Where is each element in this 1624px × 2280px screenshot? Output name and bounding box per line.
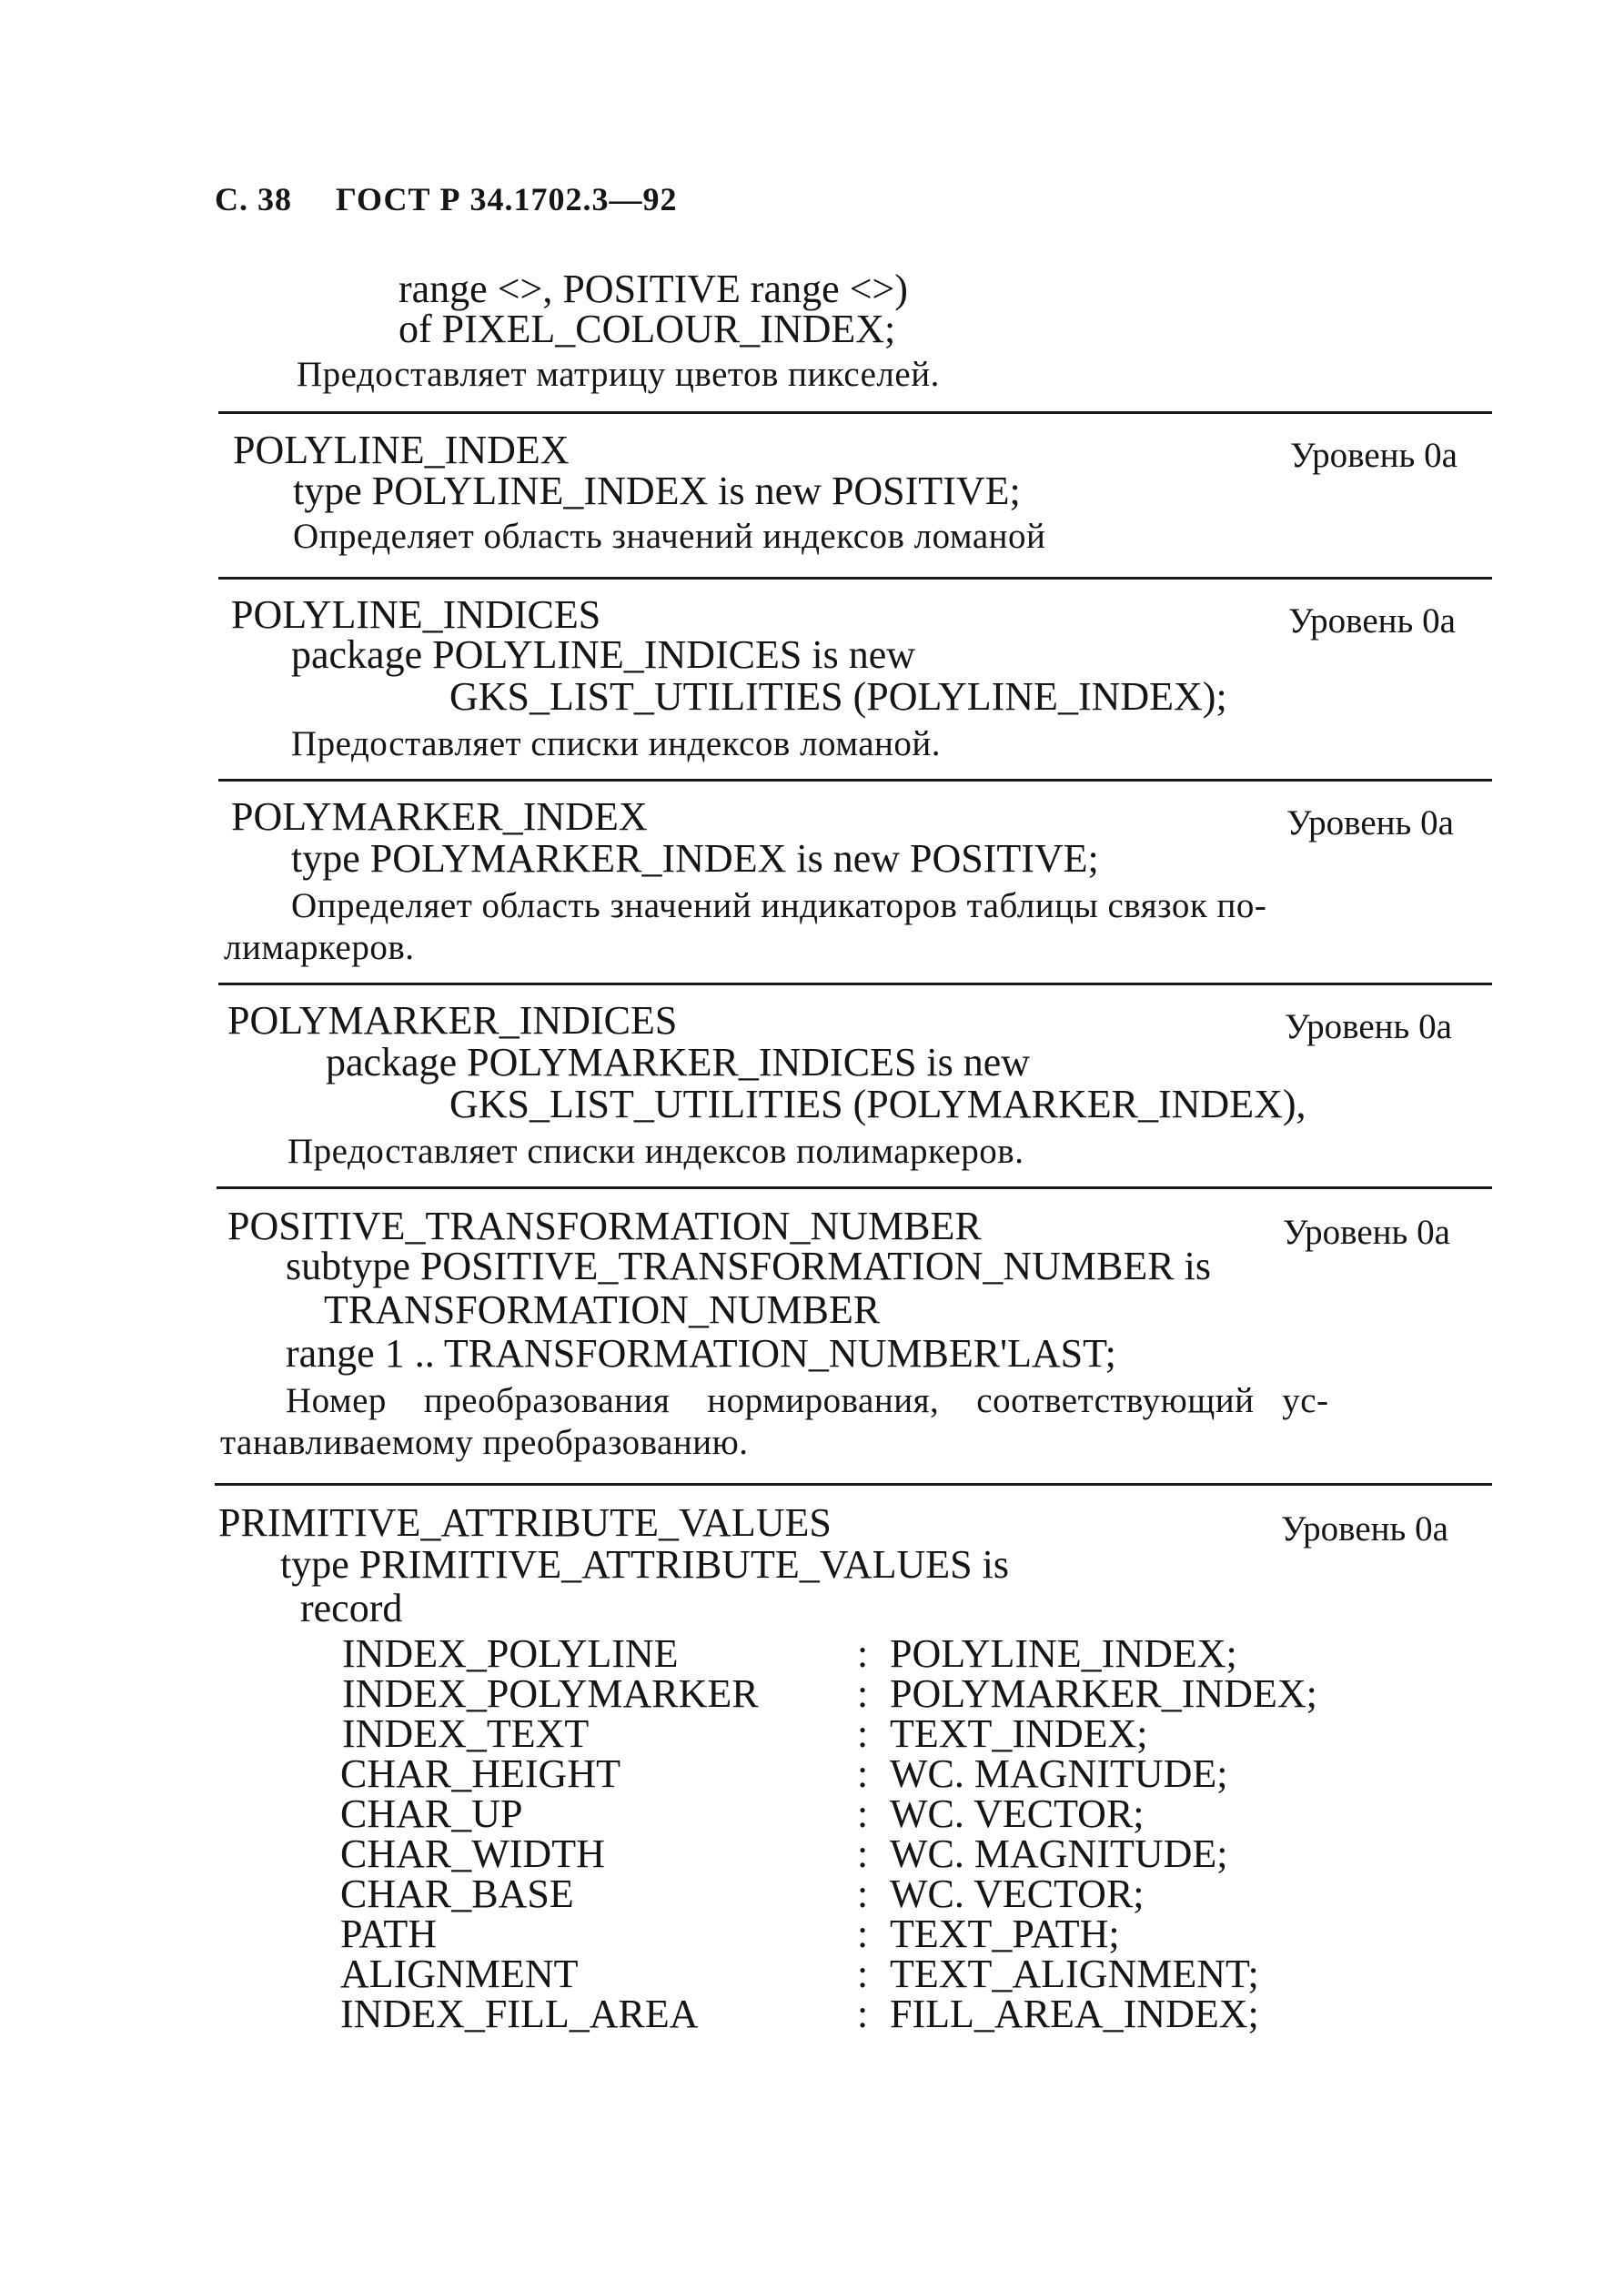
record-field-colon: : xyxy=(857,1791,869,1836)
entry-description-cont: танавливаемому преобразованию. xyxy=(220,1423,749,1462)
record-field-name: CHAR_HEIGHT xyxy=(340,1751,620,1796)
entry-description: Определяет область значений индикаторов таблицы связок по- xyxy=(291,886,1267,925)
record-field-colon: : xyxy=(857,1831,869,1876)
record-field-type: TEXT_INDEX; xyxy=(890,1711,1148,1756)
record-field-type: WC. VECTOR; xyxy=(890,1791,1145,1836)
entry-title: POSITIVE_TRANSFORMATION_NUMBER xyxy=(227,1204,982,1248)
record-field-name: INDEX_FILL_AREA xyxy=(340,1992,699,2036)
record-field-colon: : xyxy=(857,1952,869,1996)
entry-declaration-cont: GKS_LIST_UTILITIES (POLYMARKER_INDEX), xyxy=(449,1082,1306,1126)
record-field-name: ALIGNMENT xyxy=(340,1952,579,1996)
divider xyxy=(218,983,1492,985)
entry-declaration-cont: TRANSFORMATION_NUMBER xyxy=(324,1287,881,1332)
entry-declaration: type POLYLINE_INDEX is new POSITIVE; xyxy=(293,469,1021,513)
entry-level: Уровень 0а xyxy=(1283,1213,1450,1252)
record-field-name: PATH xyxy=(340,1912,437,1956)
entry-declaration: package POLYMARKER_INDICES is new xyxy=(326,1040,1031,1085)
record-field-name: INDEX_TEXT xyxy=(342,1711,590,1756)
record-field-colon: : xyxy=(857,1631,869,1676)
entry-description: Предоставляет списки индексов ломаной. xyxy=(291,724,942,763)
record-field-colon: : xyxy=(857,1671,869,1716)
entry-description: Предоставляет списки индексов полимаркеров. xyxy=(287,1132,1024,1171)
entry-declaration-range: range 1 .. TRANSFORMATION_NUMBER'LAST; xyxy=(286,1331,1116,1376)
entry-declaration: package POLYLINE_INDICES is new xyxy=(291,632,915,677)
entry-declaration: type PRIMITIVE_ATTRIBUTE_VALUES is xyxy=(280,1542,1009,1587)
entry-description-cont: лимаркеров. xyxy=(224,928,415,967)
record-field-type: WC. MAGNITUDE; xyxy=(890,1831,1228,1876)
record-field-type: WC. MAGNITUDE; xyxy=(890,1751,1228,1796)
record-field-colon: : xyxy=(857,1751,869,1796)
divider xyxy=(218,779,1492,782)
standard-title: ГОСТ Р 34.1702.3—92 xyxy=(336,181,678,217)
record-field-colon: : xyxy=(857,1992,869,2036)
entry-declaration: subtype POSITIVE_TRANSFORMATION_NUMBER is xyxy=(286,1244,1211,1288)
entry-title: PRIMITIVE_ATTRIBUTE_VALUES xyxy=(218,1500,832,1545)
divider xyxy=(217,1186,1492,1189)
page-number: С. 38 xyxy=(215,181,292,217)
entry-level: Уровень 0а xyxy=(1290,436,1458,475)
record-field-type: WC. VECTOR; xyxy=(890,1871,1145,1916)
intro-description: Предоставляет матрицу цветов пикселей. xyxy=(297,355,940,394)
entry-description: Определяет область значений индексов ломаной xyxy=(293,517,1046,556)
record-field-type: TEXT_PATH; xyxy=(890,1912,1120,1956)
entry-title: POLYMARKER_INDICES xyxy=(227,998,678,1043)
intro-line-1: range <>, POSITIVE range <>) xyxy=(398,267,908,311)
divider xyxy=(218,577,1492,580)
record-field-type: POLYMARKER_INDEX; xyxy=(890,1671,1317,1716)
intro-line-2: of PIXEL_COLOUR_INDEX; xyxy=(398,307,896,351)
entry-title: POLYMARKER_INDEX xyxy=(231,794,648,839)
divider xyxy=(215,1483,1492,1486)
record-field-name: CHAR_BASE xyxy=(340,1871,574,1916)
record-field-type: TEXT_ALIGNMENT; xyxy=(890,1952,1259,1996)
divider xyxy=(218,411,1492,414)
entry-level: Уровень 0а xyxy=(1288,601,1456,641)
entry-description: Номер преобразования нормирования, соответствующий ус- xyxy=(286,1381,1329,1420)
entry-declaration-cont: GKS_LIST_UTILITIES (POLYLINE_INDEX); xyxy=(449,674,1227,719)
entry-title: POLYLINE_INDICES xyxy=(231,592,601,637)
record-field-type: FILL_AREA_INDEX; xyxy=(890,1992,1259,2036)
record-field-type: POLYLINE_INDEX; xyxy=(890,1631,1237,1676)
entry-level: Уровень 0а xyxy=(1281,1509,1448,1549)
entry-level: Уровень 0а xyxy=(1285,1007,1452,1046)
record-field-colon: : xyxy=(857,1871,869,1916)
record-field-name: CHAR_WIDTH xyxy=(340,1831,605,1876)
record-field-name: CHAR_UP xyxy=(340,1791,523,1836)
record-field-colon: : xyxy=(857,1912,869,1956)
entry-declaration: type POLYMARKER_INDEX is new POSITIVE; xyxy=(291,836,1099,881)
record-field-name: INDEX_POLYLINE xyxy=(342,1631,679,1676)
entry-level: Уровень 0а xyxy=(1286,803,1454,842)
record-keyword: record xyxy=(300,1586,403,1630)
entry-title: POLYLINE_INDEX xyxy=(233,428,570,472)
record-field-name: INDEX_POLYMARKER xyxy=(342,1671,759,1716)
record-field-colon: : xyxy=(857,1711,869,1756)
page-header xyxy=(215,180,721,218)
